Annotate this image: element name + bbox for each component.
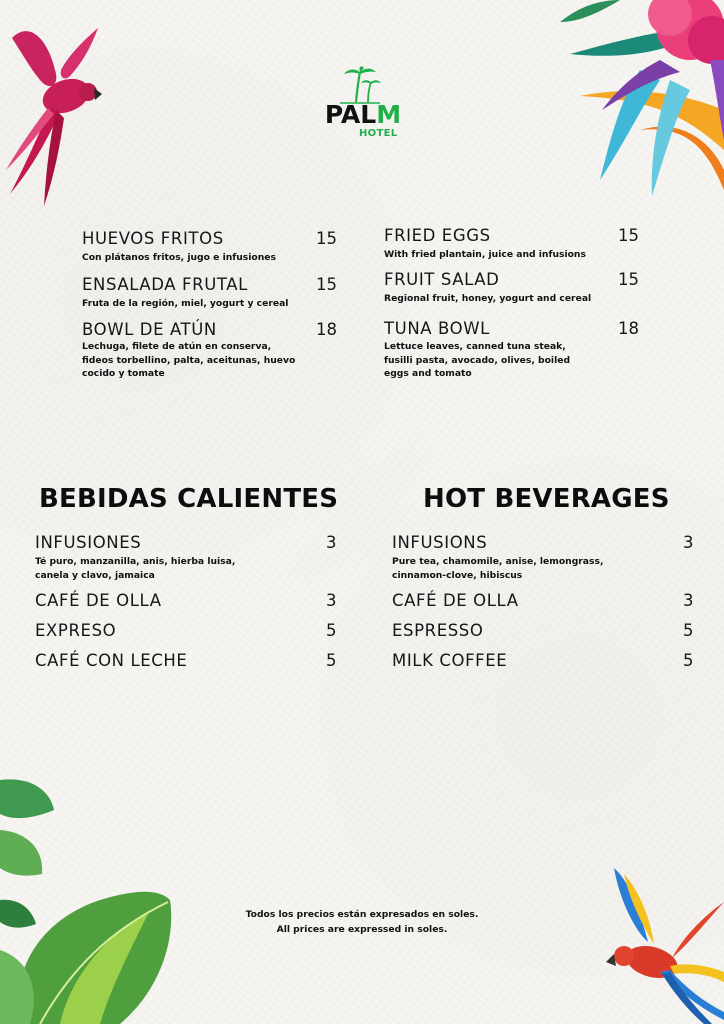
item-description-line: canela y clavo, jamaica: [35, 569, 155, 581]
item-description-line: cocido y tomate: [82, 368, 165, 379]
palm-hotel-logo: [318, 66, 408, 146]
menu-item-cafe-de-olla-en: [392, 591, 694, 613]
item-price: 18: [618, 319, 639, 338]
item-name: FRIED EGGS: [384, 226, 491, 245]
item-description-line: Lettuce leaves, canned tuna steak,: [384, 341, 566, 352]
item-name: FRUIT SALAD: [384, 270, 500, 289]
item-description-line: fusilli pasta, avocado, olives, boiled: [384, 354, 571, 366]
footer-note-spanish: Todos los precios están expresados en soles.: [245, 909, 479, 920]
item-name: CAFÉ DE OLLA: [35, 591, 162, 610]
item-description: With fried plantain, juice and infusions: [384, 249, 586, 260]
section-heading-hot-beverages: HOT BEVERAGES: [423, 484, 670, 514]
item-description: [384, 340, 570, 381]
green-leaves-illustration: [0, 770, 180, 1024]
item-price: 3: [683, 533, 694, 552]
menu-item-milk-coffee: [392, 651, 694, 673]
item-price: 18: [316, 320, 337, 339]
logo-wordmark: [318, 102, 408, 127]
item-name: INFUSIONS: [392, 533, 488, 552]
item-description: Con plátanos fritos, jugo e infusiones: [82, 252, 276, 263]
palm-tree-icon: [338, 66, 382, 104]
item-name: BOWL DE ATÚN: [82, 320, 217, 339]
item-price: 5: [326, 651, 337, 670]
menu-item-cafe-con-leche: [35, 651, 337, 673]
item-description-line: fideos torbellino, palta, aceitunas, huevo: [82, 354, 296, 366]
item-description: Fruta de la región, miel, yogurt y cereal: [82, 298, 289, 309]
item-price: 3: [326, 533, 337, 552]
item-description: [35, 555, 235, 582]
item-price: 3: [683, 591, 694, 610]
item-name: EXPRESO: [35, 621, 117, 640]
item-description: Regional fruit, honey, yogurt and cereal: [384, 293, 592, 304]
menu-item-espresso: [392, 621, 694, 643]
item-name: CAFÉ CON LECHE: [35, 651, 188, 670]
item-price: 15: [316, 275, 337, 294]
logo-word-suffix: M: [376, 100, 402, 129]
menu-item-cafe-de-olla: [35, 591, 337, 613]
menu-item-fried-eggs: [384, 226, 639, 266]
item-description-line: cinnamon-clove, hibiscus: [392, 569, 523, 581]
item-description: [82, 340, 295, 381]
item-description-line: Lechuga, filete de atún en conserva,: [82, 341, 272, 352]
red-parrot-illustration: [0, 10, 110, 210]
tropical-flower-illustration: [540, 0, 724, 200]
logo-subtitle: HOTEL: [359, 128, 398, 139]
item-name: MILK COFFEE: [392, 651, 508, 670]
menu-item-ensalada-frutal: [82, 275, 337, 315]
logo-word-prefix: PAL: [324, 100, 377, 129]
item-description-line: eggs and tomato: [384, 368, 472, 379]
menu-item-bowl-de-atun: [82, 320, 337, 382]
item-price: 5: [326, 621, 337, 640]
item-description: [392, 555, 603, 582]
macaw-illustration: [600, 862, 724, 1024]
menu-item-expreso: [35, 621, 337, 643]
item-price: 15: [618, 270, 639, 289]
section-heading-bebidas-calientes: BEBIDAS CALIENTES: [39, 484, 339, 514]
item-price: 3: [326, 591, 337, 610]
item-price: 5: [683, 621, 694, 640]
item-name: ESPRESSO: [392, 621, 484, 640]
item-description-line: Té puro, manzanilla, anis, hierba luisa,: [35, 556, 236, 567]
menu-item-tuna-bowl: [384, 319, 639, 381]
item-price: 15: [618, 226, 639, 245]
item-price: 5: [683, 651, 694, 670]
footer-note-english: All prices are expressed in soles.: [276, 924, 448, 935]
menu-item-infusions: [392, 533, 694, 583]
menu-item-huevos-fritos: [82, 229, 337, 269]
item-description-line: Pure tea, chamomile, anise, lemongrass,: [392, 556, 604, 567]
item-name: CAFÉ DE OLLA: [392, 591, 519, 610]
menu-item-infusiones: [35, 533, 337, 583]
item-name: TUNA BOWL: [384, 319, 490, 338]
item-name: INFUSIONES: [35, 533, 142, 552]
item-name: HUEVOS FRITOS: [82, 229, 224, 248]
item-name: ENSALADA FRUTAL: [82, 275, 248, 294]
menu-item-fruit-salad: [384, 270, 639, 310]
item-price: 15: [316, 229, 337, 248]
